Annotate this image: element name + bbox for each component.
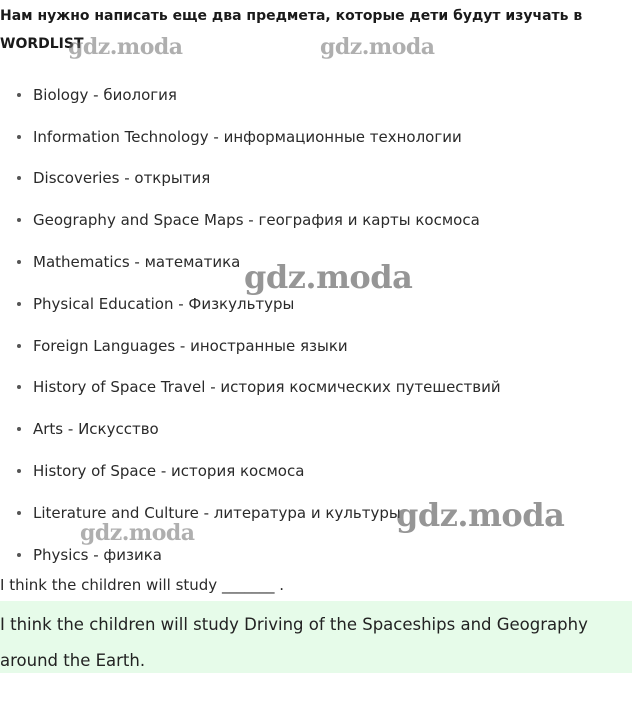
bullet-icon: [17, 260, 21, 264]
list-item-text: History of Space - история космоса: [33, 462, 305, 481]
list-item: [0, 534, 501, 576]
list-item-text: History of Space Travel - история космических путешествий: [33, 378, 501, 397]
watermark-logo: gdz.moda: [80, 520, 195, 546]
watermark-logo: gdz.moda: [68, 34, 183, 60]
list-item: [0, 408, 501, 450]
list-item-text: Arts - Искусство: [33, 420, 159, 439]
list-item: [0, 158, 501, 200]
list-item: [0, 74, 501, 116]
list-item-text: Mathematics - математика: [33, 253, 241, 272]
list-item-text: Literature and Culture - литература и культуры: [33, 503, 401, 522]
list-item-text: Discoveries - открытия: [33, 169, 211, 188]
watermark-logo: gdz.moda: [320, 34, 435, 60]
answer-text: I think the children will study Driving of the Spaceships and Geography around the Earth.: [0, 615, 588, 670]
list-item-text: Physical Education - Физкультуры: [33, 294, 295, 313]
list-item-text: Geography and Space Maps - география и карты космоса: [33, 211, 480, 230]
list-item-text: Foreign Languages - иностранные языки: [33, 336, 348, 355]
bullet-icon: [17, 427, 21, 431]
list-item: [0, 199, 501, 241]
bullet-icon: [17, 511, 21, 515]
bullet-icon: [17, 385, 21, 389]
bullet-icon: [17, 344, 21, 348]
list-item-text: Physics - физика: [33, 545, 162, 564]
list-item-text: Biology - биология: [33, 85, 177, 104]
wordlist-heading: WORDLIST: [0, 36, 84, 52]
list-item-text: Information Technology - информационные технологии: [33, 127, 462, 146]
bullet-icon: [17, 176, 21, 180]
list-item: [0, 325, 501, 367]
bullet-icon: [17, 553, 21, 557]
task-instruction: Нам нужно написать еще два предмета, которые дети будут изучать в: [0, 8, 583, 24]
list-item: [0, 450, 501, 492]
answer-box: [0, 601, 632, 673]
list-item: [0, 367, 501, 409]
answer-prompt: I think the children will study _______ .: [0, 576, 284, 594]
bullet-icon: [17, 93, 21, 97]
bullet-icon: [17, 135, 21, 139]
bullet-icon: [17, 469, 21, 473]
bullet-icon: [17, 302, 21, 306]
watermark-logo: gdz.moda: [396, 496, 565, 534]
watermark-logo: gdz.moda: [244, 258, 413, 296]
list-item: [0, 116, 501, 158]
bullet-icon: [17, 218, 21, 222]
